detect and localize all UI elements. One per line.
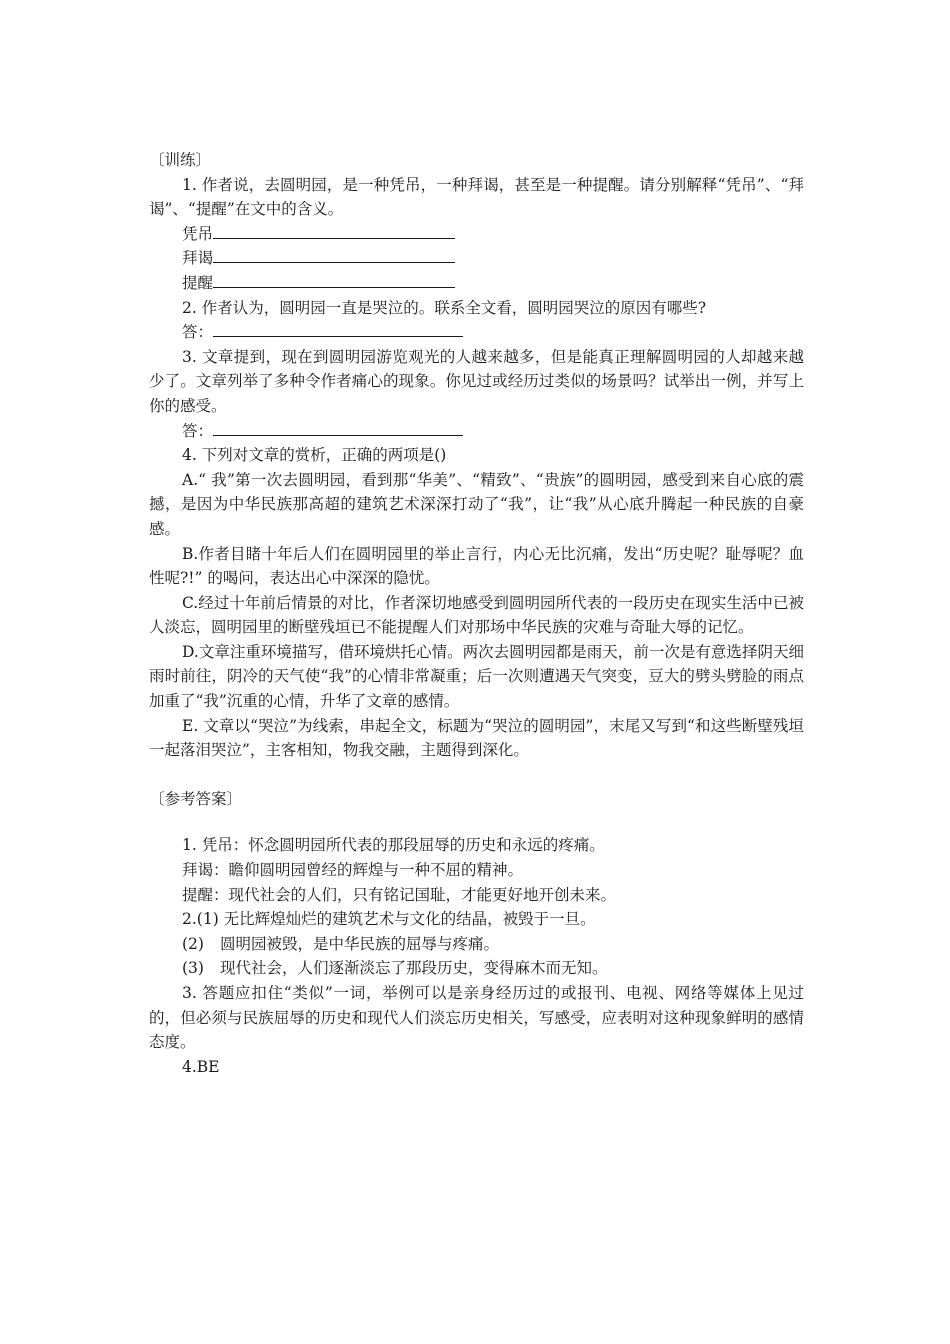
question-1: 1. 作者说，去圆明园，是一种凭吊，一种拜谒，甚至是一种提醒。请分别解释“凭吊”、“拜谒”、“提醒”在文中的含义。: [149, 175, 804, 219]
answer-1-tixing: 提醒：现代社会的人们，只有铭记国耻，才能更好地开创未来。: [182, 885, 617, 904]
document-page: [149, 148, 804, 1079]
answer-blank[interactable]: [213, 419, 463, 436]
point-text: 圆明园被毁，是中华民族的屈辱与疼痛。: [219, 934, 499, 953]
answer-blank[interactable]: [213, 320, 463, 337]
answer-1-baiye: 拜谒：瞻仰圆明园曾经的辉煌与一种不屈的精神。: [182, 861, 524, 880]
option-c: C.经过十年前后情景的对比，作者深切地感受到圆明园所代表的一段历史在现实生活中已被人淡忘，圆明园里的断壁残垣已不能提醒人们对那场中华民族的灾难与奇耻大辱的记忆。: [149, 593, 804, 637]
question-3: 3. 文章提到，现在到圆明园游览观光的人越来越多，但是能真正理解圆明园的人却越来越少了。文章列举了多种令作者痛心的现象。你见过或经历过类似的场景吗？试举出一例，并写上你的感受。: [149, 347, 804, 415]
blank-label: 拜谒: [182, 249, 214, 268]
training-heading: 〔训练〕: [149, 151, 212, 169]
answers-heading: 〔参考答案〕: [149, 789, 243, 808]
answer-3: 3. 答题应扣住“类似”一词，举例可以是亲身经历过的或报刊、电视、网络等媒体上见过的，但必须与民族屈辱的历史和现代人们淡忘历史相关，写感受，应表明对这种现象鲜明的感情态度。: [149, 984, 804, 1052]
blank-label: 提醒: [182, 273, 214, 292]
answer-2-point-1: 2.(1) 无比辉煌灿烂的建筑艺术与文化的结晶，被毁于一旦。: [182, 910, 596, 929]
q1-blank-baiye: [149, 246, 804, 271]
answer-2-point-2: [149, 932, 804, 957]
question-4: 4. 下列对文章的赏析，正确的两项是(): [182, 446, 447, 465]
answer-label: 答：: [182, 421, 214, 440]
option-b: B.作者目睹十年后人们在圆明园里的举止言行，内心无比沉痛，发出“历史呢？耻辱呢？血性呢?!” 的喝问，表达出心中深深的隐忧。: [149, 544, 804, 588]
q1-blank-pingdiao: [149, 222, 804, 247]
point-number: (2): [182, 934, 204, 953]
option-a: A.“ 我”第一次去圆明园，看到那“华美”、“精致”、“贵族”的圆明园，感受到来自心底的震撼，是因为中华民族那高超的建筑艺术深深打动了“我”，让“我”从心底升腾起一种民族的自豪感。: [149, 470, 804, 538]
q1-blank-tixing: [149, 271, 804, 296]
answer-blank[interactable]: [213, 271, 455, 288]
answer-blank[interactable]: [213, 246, 455, 263]
answer-label: 答：: [182, 323, 214, 342]
answer-4: 4.BE: [182, 1057, 220, 1076]
answer-1-pingdiao: 1. 凭吊：怀念圆明园所代表的那段屈辱的历史和永远的疼痛。: [182, 836, 605, 855]
blank-label: 凭吊: [182, 224, 214, 243]
q3-answer-line: [149, 419, 804, 444]
question-2: 2. 作者认为，圆明园一直是哭泣的。联系全文看，圆明园哭泣的原因有哪些?: [182, 298, 707, 317]
answer-2-point-3: [149, 956, 804, 981]
point-text: 现代社会，人们逐渐淡忘了那段历史，变得麻木而无知。: [219, 959, 608, 978]
option-e: E. 文章以“哭泣”为线索，串起全文，标题为“哭泣的圆明园”，末尾又写到“和这些断壁残垣一起落泪哭泣”，主客相知，物我交融，主题得到深化。: [149, 716, 804, 760]
answer-blank[interactable]: [213, 222, 455, 239]
option-d: D.文章注重环境描写，借环境烘托心情。两次去圆明园都是雨天，前一次是有意选择阴天细雨时前往，阴冷的天气使“我”的心情非常凝重；后一次则遭遇天气突变，豆大的劈头劈脸的雨点加重了“我”沉重的心情，升华了文章的感情。: [149, 642, 804, 711]
q2-answer-line: [149, 320, 804, 345]
point-number: (3): [182, 959, 204, 978]
